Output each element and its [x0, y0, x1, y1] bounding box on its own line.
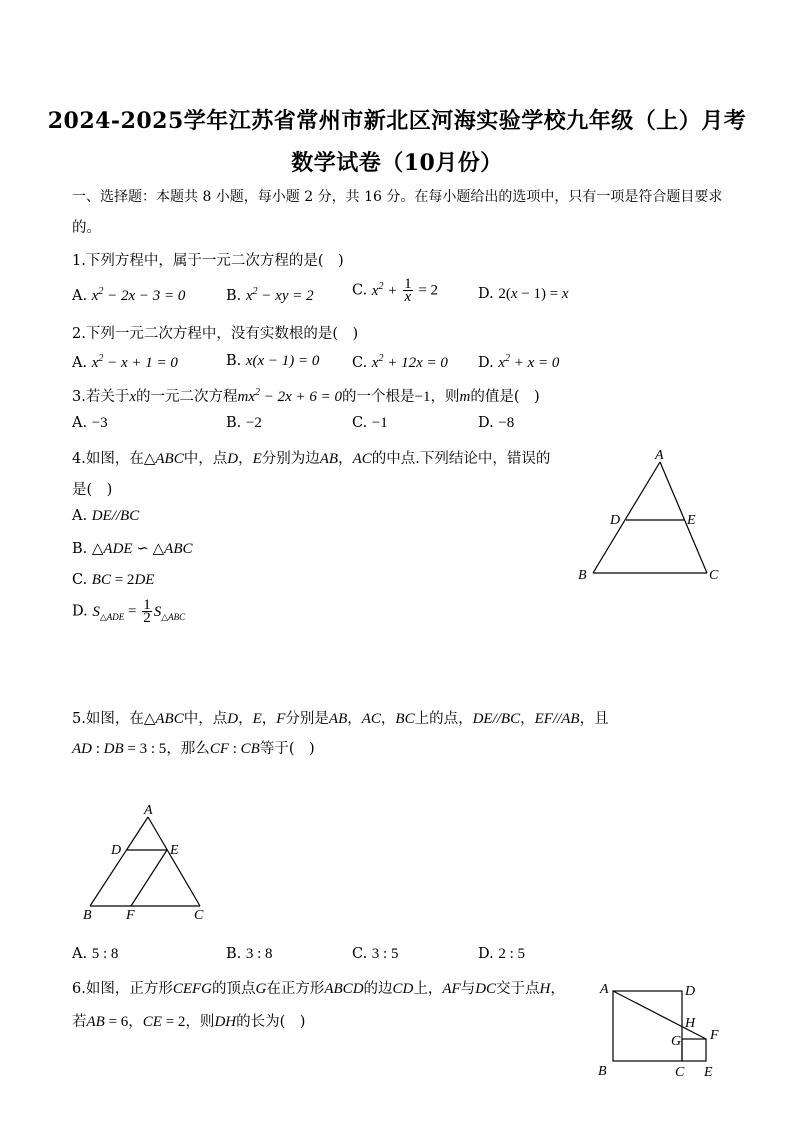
q5-triangle-figure: [78, 800, 213, 925]
q5-segment-ef: [131, 850, 167, 906]
q5-option-b: B. 3 : 8: [226, 946, 273, 962]
question-3-stem: 3.若关于x的一元二次方程$mx^2 - 2x + 6 = 0$的一个根是−1，则m的值是( ): [72, 387, 540, 405]
question-5-stem-cont: AD : DB = 3 : 5，那么CF : CB等于( ): [72, 741, 315, 757]
q2-option-c: C. $x^2 + 12x = 0$: [352, 353, 448, 371]
title-line-1: 2024-2025学年江苏省常州市新北区河海实验学校九年级（上）月考: [47, 108, 747, 134]
q4-side-ac: [660, 462, 707, 573]
q5-label-b: B: [83, 908, 92, 923]
q5-label-c: C: [194, 908, 204, 923]
q5-label-e: E: [170, 843, 179, 858]
q6-label-e: E: [704, 1065, 713, 1080]
q5-option-a: A. 5 : 8: [72, 946, 119, 962]
q1-option-d: D. 2(x − 1) = x: [478, 286, 569, 302]
q5-side-ac: [148, 817, 200, 906]
question-5-stem: 5.如图，在△ABC中，点D，E，F分别是AB，AC，BC上的点，DE//BC，EF//AB，且: [72, 711, 609, 727]
q6-label-g: G: [671, 1034, 682, 1049]
question-1-stem: 1.下列方程中，属于一元二次方程的是( ): [72, 253, 344, 269]
q5-label-a: A: [144, 803, 153, 818]
q1-option-c: C. $x^2$ + $\frac{1}{x}$ = 2: [352, 276, 439, 305]
q4-option-a: A. DE//BC: [72, 508, 140, 524]
q1-option-a: A. $x^2 - 2x - 3 = 0$: [72, 286, 186, 304]
q2-option-b: B. x(x − 1) = 0: [226, 353, 320, 369]
q1-option-b: B. $x^2$ − xy = 2: [226, 286, 314, 304]
q6-square-abcd: [613, 991, 682, 1061]
q4-side-ab: [593, 462, 660, 573]
q2-option-d: D. $x^2 + x = 0$: [478, 353, 560, 371]
question-6-stem: 6.如图，正方形CEFG的顶点G在正方形ABCD的边CD上，AF与DC交于点H，: [72, 981, 565, 997]
q4-option-d: D. $S_{\triangle ADE}$ = $\frac{1}{2}$ $S_{\triangle ABC}$: [72, 597, 186, 626]
q5-label-d: D: [111, 843, 122, 858]
q3-option-d: D. −8: [478, 415, 515, 431]
q4-option-b: B. △ADE ∽ △ABC: [72, 541, 193, 557]
section-heading: 一、选择题：本题共 8 小题，每小题 2 分，共 16 分。在每小题给出的选项中，只有一项是符合题目要求: [72, 189, 723, 205]
q5-option-c: C. 3 : 5: [352, 946, 399, 962]
title-line-2: 数学试卷（10月份）: [291, 150, 503, 176]
q6-label-b: B: [598, 1064, 607, 1079]
q4-label-e: E: [687, 513, 696, 528]
q4-label-d: D: [610, 513, 621, 528]
q6-squares-figure: [595, 978, 725, 1083]
q4-triangle-figure: [570, 445, 730, 590]
q3-option-a: A. −3: [72, 415, 108, 431]
question-2-stem: 2.下列一元二次方程中，没有实数根的是( ): [72, 326, 359, 342]
q6-label-d: D: [685, 984, 696, 999]
q6-square-cefg: [682, 1039, 706, 1061]
q4-label-b: B: [578, 568, 587, 583]
q2-option-a: A. $x^2 - x + 1 = 0$: [72, 353, 178, 371]
q6-label-c: C: [675, 1065, 685, 1080]
section-heading-cont: 的。: [72, 220, 101, 236]
q4-label-a: A: [655, 448, 664, 463]
q6-label-a: A: [600, 982, 609, 997]
q6-label-h: H: [685, 1016, 696, 1031]
q3-option-c: C. −1: [352, 415, 388, 431]
question-6-stem-cont: 若AB = 6，CE = 2，则DH的长为( ): [72, 1014, 306, 1030]
question-4-stem: 4.如图，在△ABC中，点D，E分别为边AB，AC的中点.下列结论中，错误的: [72, 451, 551, 467]
q5-label-f: F: [126, 908, 135, 923]
q5-option-d: D. 2 : 5: [478, 946, 525, 962]
q3-option-b: B. −2: [226, 415, 262, 431]
q4-label-c: C: [709, 568, 719, 583]
q6-label-f: F: [710, 1028, 719, 1043]
q4-option-c: C. BC = 2DE: [72, 572, 155, 588]
question-4-stem-cont: 是( ): [72, 482, 113, 498]
